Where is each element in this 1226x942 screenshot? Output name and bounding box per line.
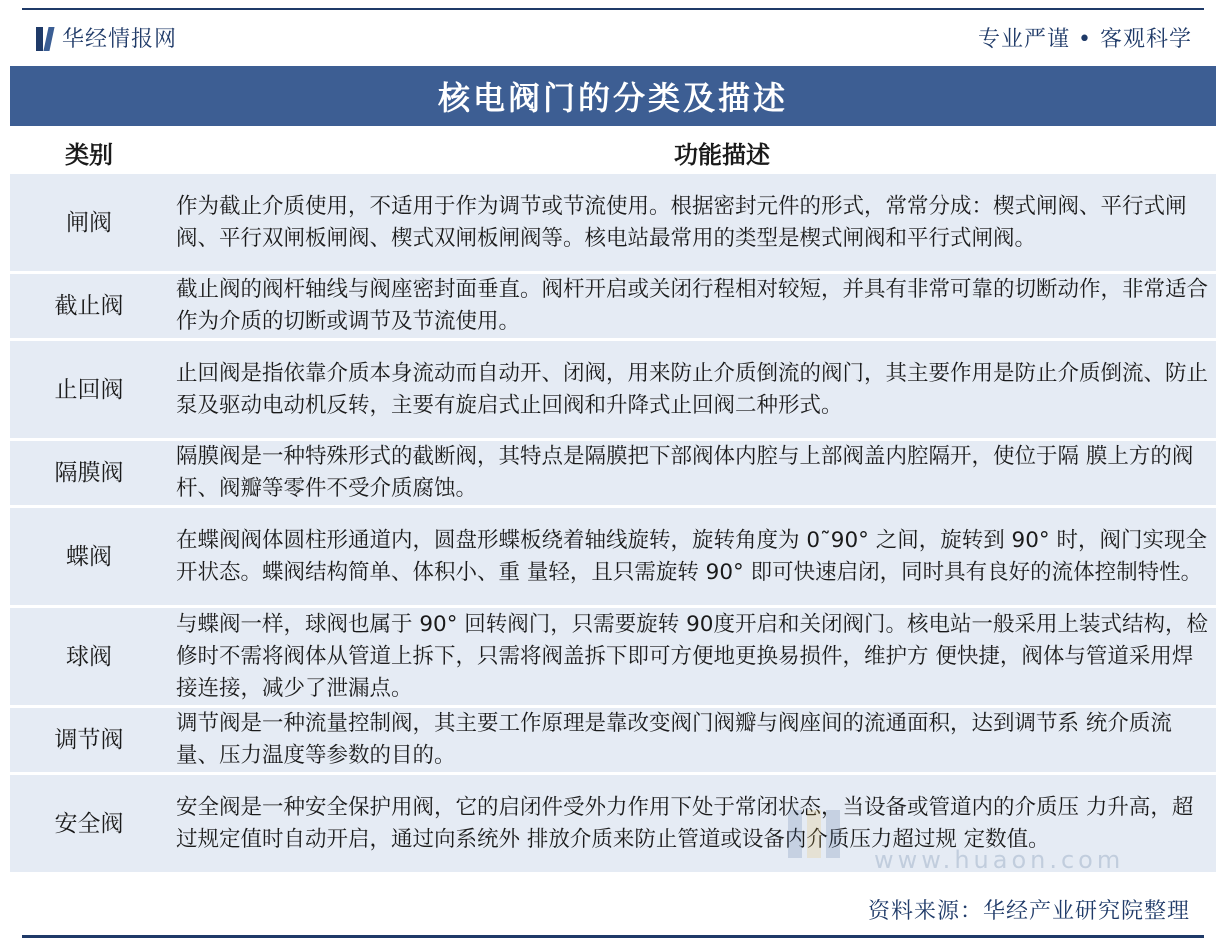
header-description: 功能描述: [674, 140, 770, 169]
row-category: 闸阀: [10, 174, 168, 271]
page-title: 核电阀门的分类及描述: [10, 66, 1216, 126]
row-description: 调节阀是一种流量控制阀，其主要工作原理是靠改变阀门阀瓣与阀座间的流通面积，达到调节系 统介质流量、压力温度等参数的目的。: [168, 708, 1216, 772]
brand-logo-icon: [36, 25, 52, 51]
row-category: 止回阀: [10, 341, 168, 438]
watermark-url: www.huaon.com: [874, 846, 1125, 874]
row-description: 在蝶阀阀体圆柱形通道内，圆盘形蝶板绕着轴线旋转，旋转角度为 0˜90° 之间，旋转到 90° 时，阀门实现全开状态。蝶阀结构简单、体积小、重 量轻，且只需旋转 90° 即可快速启闭，同时具有良好的流体控制特性。: [168, 508, 1216, 605]
slogan: 专业严谨 • 客观科学: [978, 27, 1192, 52]
row-category: 截止阀: [10, 274, 168, 338]
row-category: 蝶阀: [10, 508, 168, 605]
classification-table: [10, 130, 1216, 875]
brand-name: 华经情报网: [62, 27, 178, 52]
row-category: 球阀: [10, 608, 168, 705]
table-row: [10, 441, 1216, 505]
table-row: [10, 775, 1216, 872]
header-category: 类别: [65, 140, 113, 169]
row-description: 隔膜阀是一种特殊形式的截断阀，其特点是隔膜把下部阀体内腔与上部阀盖内腔隔开，使位于隔 膜上方的阀杆、阀瓣等零件不受介质腐蚀。: [168, 441, 1216, 505]
table-row: [10, 274, 1216, 338]
source-note: 资料来源：华经产业研究院整理: [867, 899, 1190, 924]
table-header-row: [10, 133, 1216, 171]
row-category: 安全阀: [10, 775, 168, 872]
bottom-rule: [22, 935, 1204, 938]
table-row: [10, 608, 1216, 705]
row-description: 止回阀是指依靠介质本身流动而自动开、闭阀，用来防止介质倒流的阀门，其主要作用是防止介质倒流、防止泵及驱动电动机反转，主要有旋启式止回阀和升降式止回阀二种形式。: [168, 341, 1216, 438]
table-row: [10, 508, 1216, 605]
row-description: 与蝶阀一样，球阀也属于 90° 回转阀门，只需要旋转 90度开启和关闭阀门。核电站一般采用上装式结构，检修时不需将阀体从管道上拆下，只需将阀盖拆下即可方便地更换易损件，维护方 便快捷，阀体与管道采用焊接连接，减少了泄漏点。: [168, 608, 1216, 705]
table-row: [10, 708, 1216, 772]
row-description: 作为截止介质使用，不适用于作为调节或节流使用。根据密封元件的形式，常常分成：楔式闸阀、平行式闸阀、平行双闸板闸阀、楔式双闸板闸阀等。核电站最常用的类型是楔式闸阀和平行式闸阀。: [168, 174, 1216, 271]
row-description: 安全阀是一种安全保护用阀，它的启闭件受外力作用下处于常闭状态，当设备或管道内的介质压 力升高，超过规定值时自动开启，通过向系统外 排放介质来防止管道或设备内介质压力超过规 定数值。: [168, 775, 1216, 872]
row-description: 截止阀的阀杆轴线与阀座密封面垂直。阀杆开启或关闭行程相对较短，并具有非常可靠的切断动作，非常适合作为介质的切断或调节及节流使用。: [168, 274, 1216, 338]
classification-table-container: [10, 130, 1216, 875]
top-rule: [22, 8, 1204, 10]
table-row: [10, 341, 1216, 438]
table-row: [10, 174, 1216, 271]
row-category: 隔膜阀: [10, 441, 168, 505]
brand: [36, 22, 177, 53]
row-category: 调节阀: [10, 708, 168, 772]
